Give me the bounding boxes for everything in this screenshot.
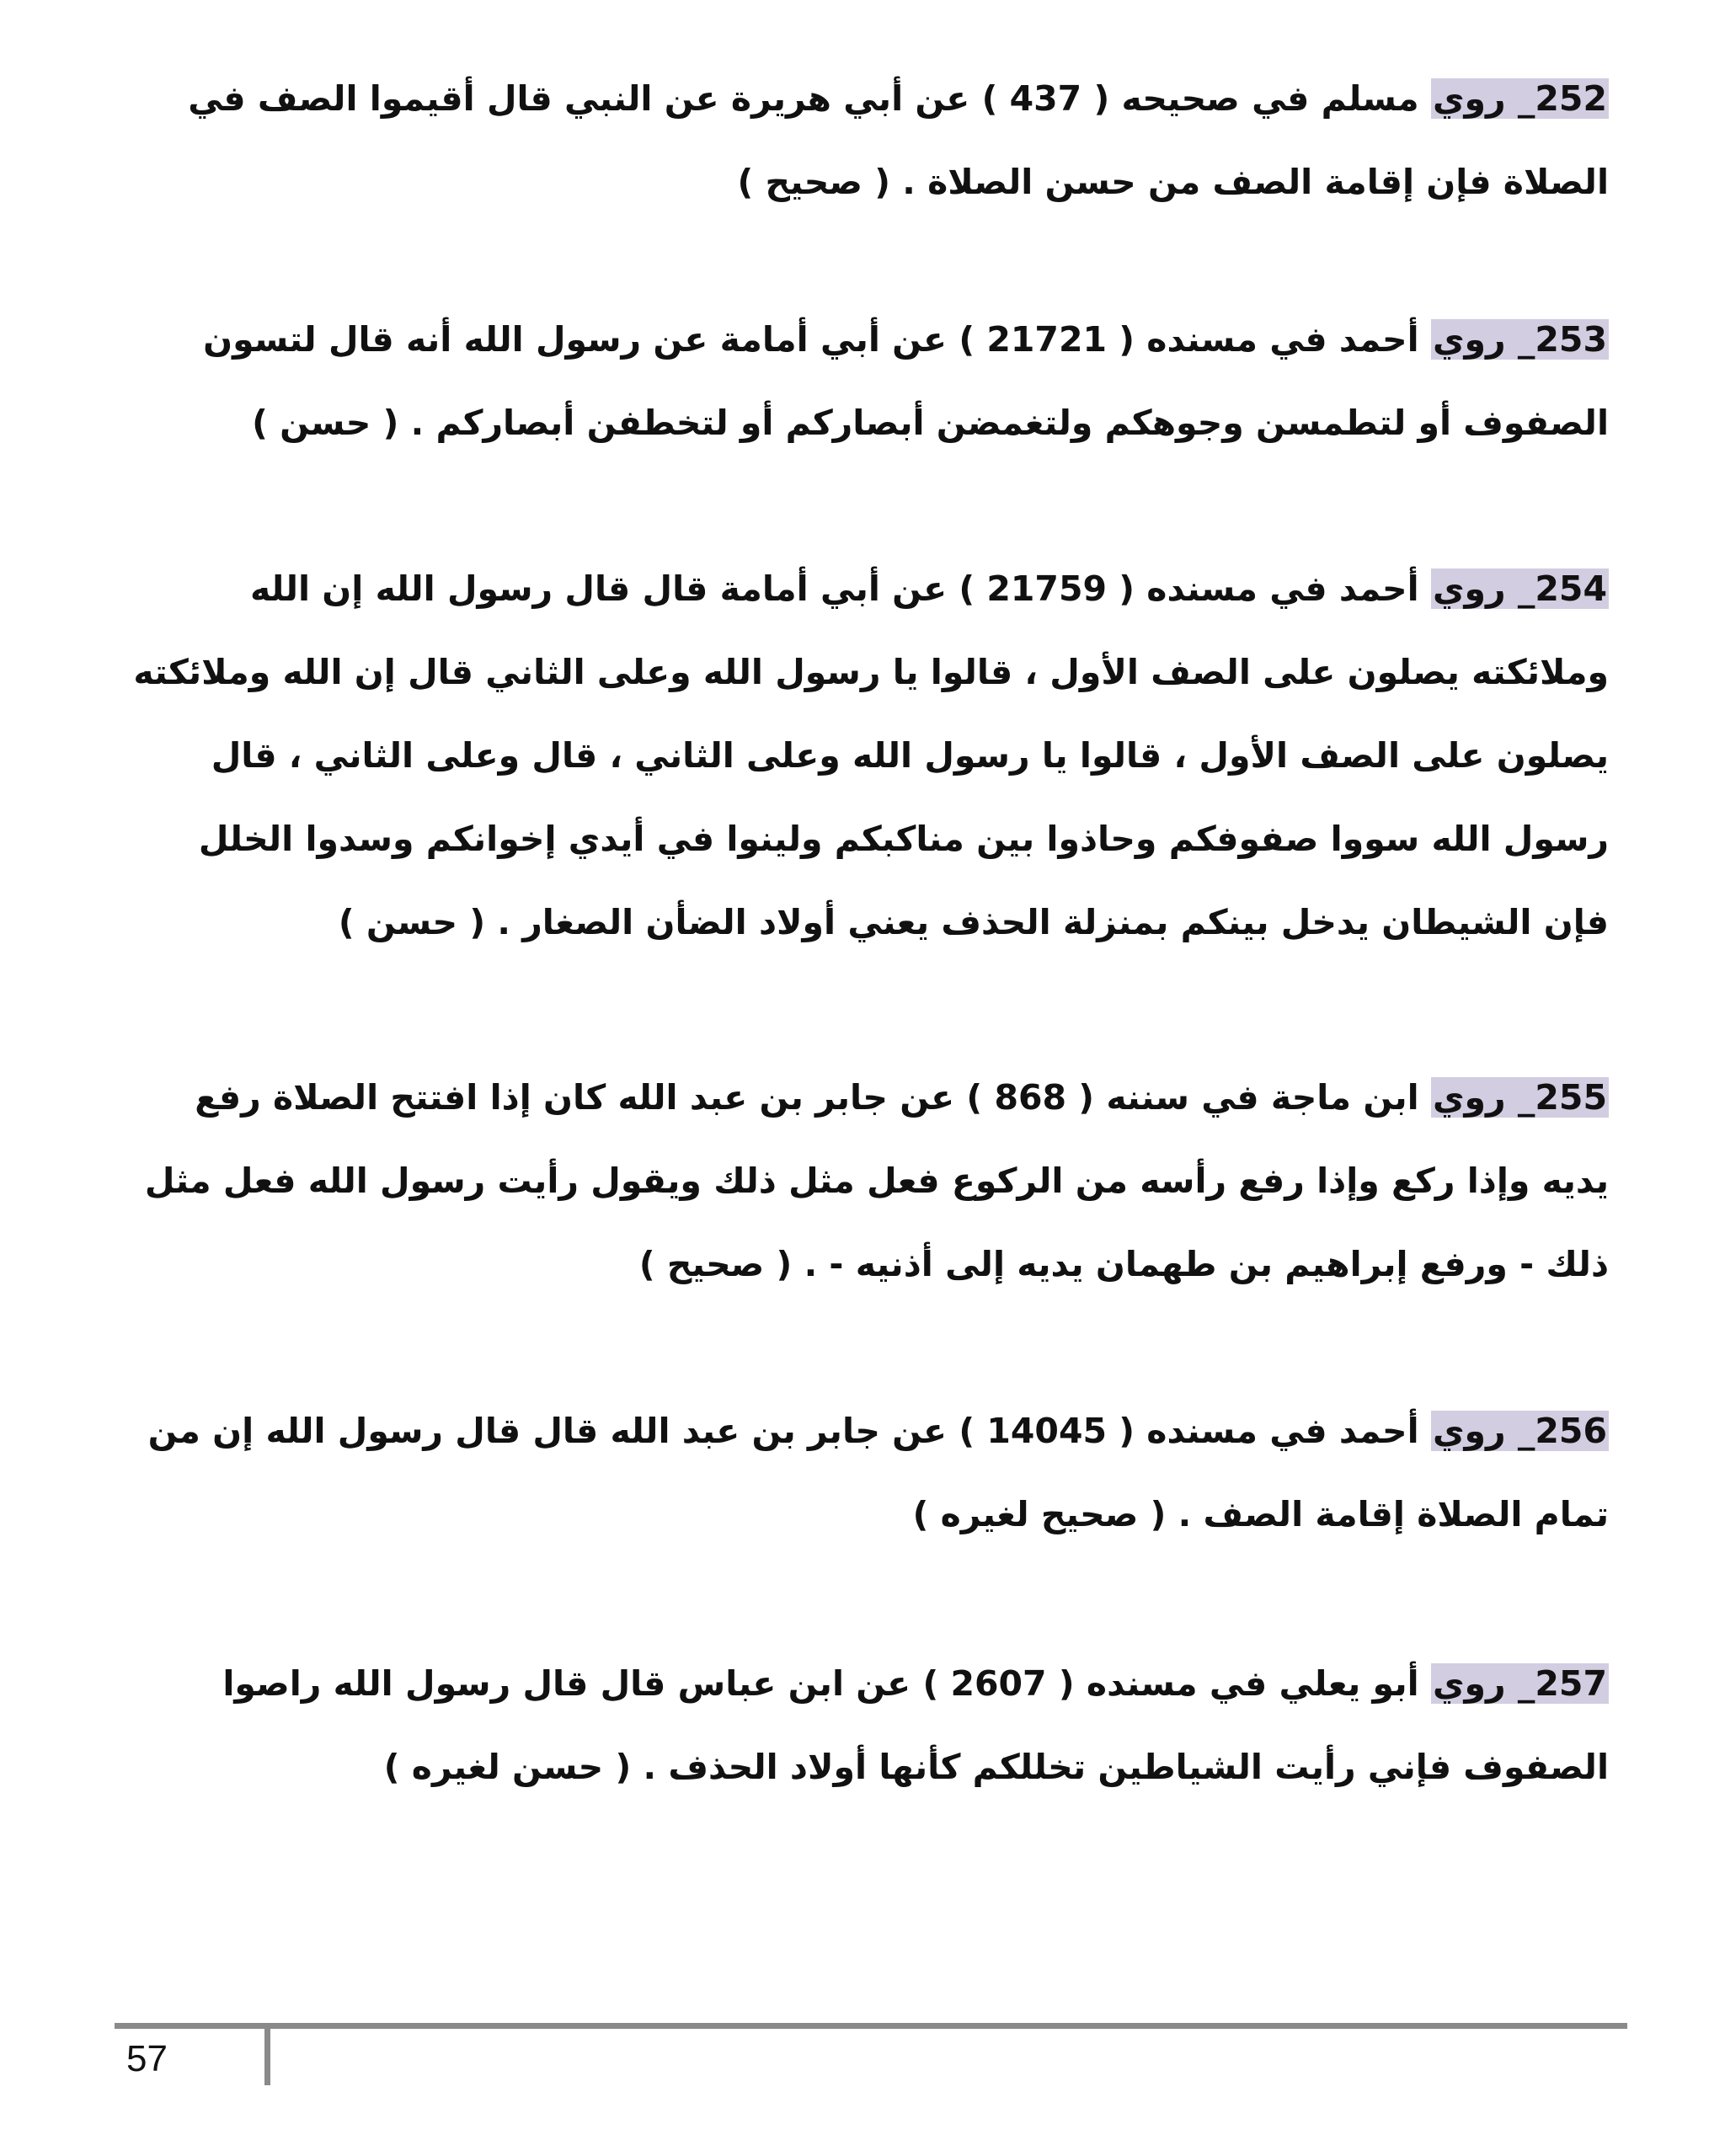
hadith-entry-254: [126, 547, 1609, 964]
entry-text: أحمد في مسنده ( 14045 ) عن جابر بن عبد الله قال قال رسول الله إن من تمام الصلاة إقامة الصف . ( صحيح لغيره ): [147, 1411, 1609, 1534]
hadith-entry-256: [126, 1390, 1609, 1556]
entry-label: [1431, 78, 1609, 119]
entry-label: [1431, 568, 1609, 609]
entry-word: روي: [1432, 1077, 1506, 1118]
entry-number: 256_: [1517, 1411, 1607, 1451]
entry-text: أبو يعلي في مسنده ( 2607 ) عن ابن عباس قال قال رسول الله راصوا الصفوف فإني رأيت الشياطين تخللكم كأنها أولاد الحذف . ( حسن لغيره ): [222, 1663, 1609, 1787]
entry-number: 252_: [1517, 78, 1607, 119]
entry-word: روي: [1432, 78, 1506, 119]
entry-number: 254_: [1517, 568, 1607, 609]
footer-rule: [115, 2023, 1627, 2029]
footer-divider-tick: [264, 2023, 270, 2085]
hadith-entry-253: [126, 298, 1609, 465]
entry-text: أحمد في مسنده ( 21721 ) عن أبي أمامة عن رسول الله أنه قال لتسون الصفوف أو لتطمسن وجوهكم ولتغمضن أبصاركم أو لتخطفن أبصاركم . ( حسن ): [203, 319, 1609, 443]
hadith-entry-255: [126, 1056, 1609, 1306]
entry-label: [1431, 1411, 1609, 1451]
entry-word: روي: [1432, 568, 1506, 609]
entry-number: 257_: [1517, 1663, 1607, 1704]
entry-word: روي: [1432, 1663, 1506, 1704]
entry-text: مسلم في صحيحه ( 437 ) عن أبي هريرة عن النبي قال أقيموا الصف في الصلاة فإن إقامة الصف من حسن الصلاة . ( صحيح ): [188, 78, 1609, 202]
entry-word: روي: [1432, 319, 1506, 360]
entry-label: [1431, 319, 1609, 360]
entry-word: روي: [1432, 1411, 1506, 1451]
page-number: 57: [126, 2038, 168, 2079]
entry-number: 255_: [1517, 1077, 1607, 1118]
hadith-entry-252: [126, 57, 1609, 224]
entry-number: 253_: [1517, 319, 1607, 360]
entry-text: ابن ماجة في سننه ( 868 ) عن جابر بن عبد الله كان إذا افتتح الصلاة رفع يديه وإذا ركع وإذا رفع رأسه من الركوع فعل مثل ذلك ويقول رأيت رسول الله فعل مثل ذلك - ورفع إبراهيم بن طهمان يديه إلى أذنيه - . ( صحيح ): [144, 1077, 1609, 1284]
entry-label: [1431, 1663, 1609, 1704]
hadith-entry-257: [126, 1642, 1609, 1809]
entry-text: أحمد في مسنده ( 21759 ) عن أبي أمامة قال قال رسول الله إن الله وملائكته يصلون على الصف الأول ، قالوا يا رسول الله وعلى الثاني قال إن الله وملائكته يصلون على الصف الأول ، قالوا يا رسول الله وعلى الثاني ، قال وعلى الثاني ، قال رسول الله سووا صفوفكم وحاذوا بين مناكبكم ولينوا في أيدي إخوانكم وسدوا الخلل فإن الشيطان يدخل بينكم بمنزلة الحذف يعني أولاد الضأن الصغار . ( حسن ): [133, 568, 1609, 942]
entry-label: [1431, 1077, 1609, 1118]
